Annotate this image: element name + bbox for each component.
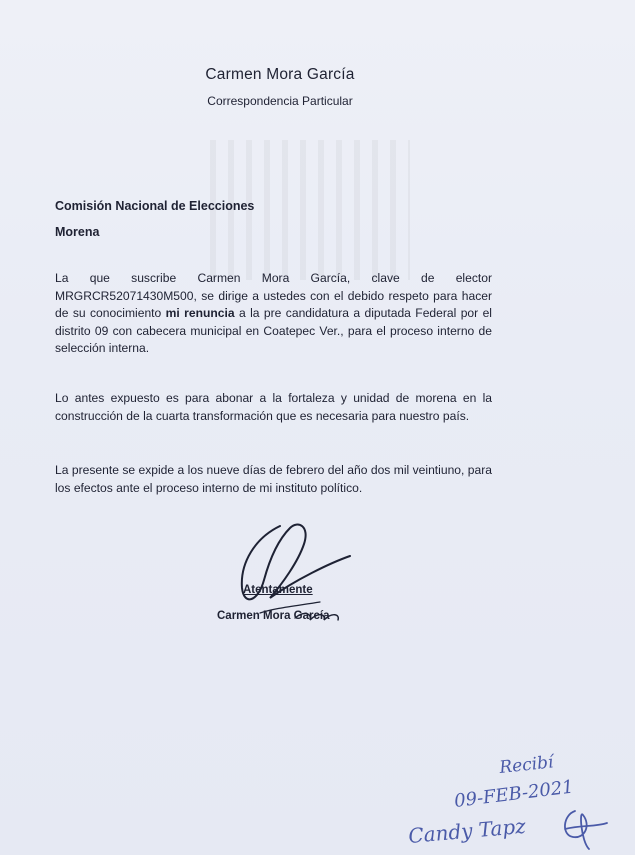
closing-salutation: Atentamente bbox=[243, 584, 313, 596]
receiver-initial-mark bbox=[565, 811, 607, 849]
resignation-emphasis: mi renuncia bbox=[165, 306, 235, 320]
addressee-line-1: Comisión Nacional de Elecciones bbox=[55, 199, 255, 213]
letterhead-subtitle: Correspondencia Particular bbox=[207, 94, 353, 108]
received-handwritten-note bbox=[395, 745, 635, 855]
addressee-line-2: Morena bbox=[55, 225, 100, 239]
paragraph-1-line-5: selección interna. bbox=[55, 341, 150, 355]
paragraph-1-line-1: La que suscribe Carmen Mora García, clave de elector bbox=[55, 271, 492, 285]
paragraph-2: Lo antes expuesto es para abonar a la fortaleza y unidad de morena en la construcción de la cuarta transformación que es necesaria para nuestro país. bbox=[55, 391, 492, 423]
letterhead-name: Carmen Mora García bbox=[205, 66, 355, 83]
received-date: 09-FEB-2021 bbox=[453, 776, 575, 812]
paragraph-3: La presente se expide a los nueve días de febrero del año dos mil veintiuno, para los efectos ante el proceso interno de mi instituto político. bbox=[55, 463, 492, 495]
paragraph-1-line-2: MRGRCR52071430M500, se dirige a ustedes con el debido respeto para hacer bbox=[55, 288, 492, 303]
received-word: Recibí bbox=[498, 752, 555, 778]
paragraph-1-line-4: distrito 09 con cabecera municipal en Coatepec Ver., para el proceso interno de bbox=[55, 323, 492, 338]
paragraph-1-line-3-end: a la pre candidatura a diputada Federal por el bbox=[234, 306, 492, 320]
signer-name: Carmen Mora García bbox=[217, 610, 330, 622]
paragraph-1-line-3-start: de su conocimiento bbox=[55, 306, 166, 320]
paragraph-1 bbox=[55, 270, 492, 358]
paragraph-1-line-3 bbox=[55, 305, 492, 323]
receiver-name: Candy Tapz bbox=[407, 813, 527, 848]
